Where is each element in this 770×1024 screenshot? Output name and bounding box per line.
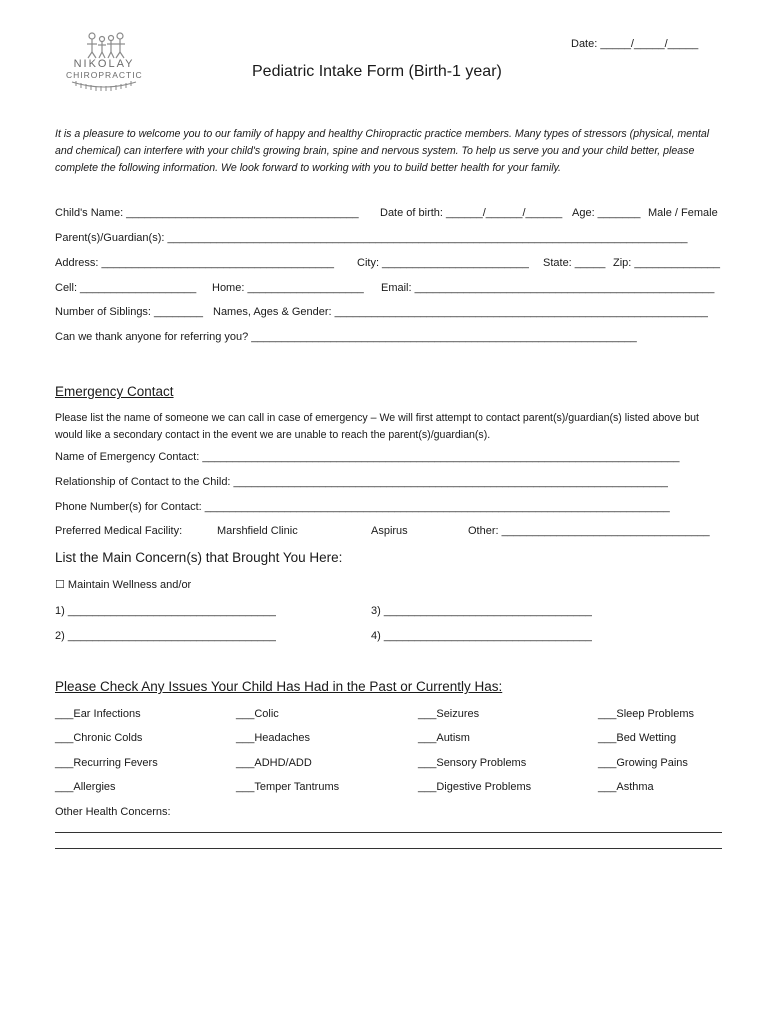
issue-autism[interactable]: ___Autism	[418, 732, 470, 744]
facility-option-marshfield[interactable]: Marshfield Clinic	[217, 525, 298, 537]
issue-chronic-colds[interactable]: ___Chronic Colds	[55, 732, 143, 744]
age-field[interactable]: Age: _______	[572, 207, 641, 219]
issue-adhd-add[interactable]: ___ADHD/ADD	[236, 757, 312, 769]
referral-field[interactable]: Can we thank anyone for referring you? _______________________________________________________________	[55, 331, 637, 343]
logo-subtitle: CHIROPRACTIC	[66, 70, 143, 80]
facility-option-aspirus[interactable]: Aspirus	[371, 525, 408, 537]
date-field[interactable]: Date: _____/_____/_____	[571, 38, 699, 50]
zip-field[interactable]: Zip: ______________	[613, 257, 721, 269]
facility-option-other[interactable]: Other: __________________________________	[468, 525, 710, 537]
concern-2-field[interactable]: 2) __________________________________	[55, 630, 276, 642]
cell-field[interactable]: Cell: ___________________	[55, 282, 197, 294]
maintain-wellness-checkbox[interactable]: ☐ Maintain Wellness and/or	[55, 579, 192, 591]
city-field[interactable]: City: ________________________	[357, 257, 529, 269]
issue-seizures[interactable]: ___Seizures	[418, 708, 480, 720]
other-health-concerns-line-1[interactable]	[55, 832, 722, 833]
concern-1-field[interactable]: 1) __________________________________	[55, 605, 276, 617]
emergency-heading: Emergency Contact	[55, 384, 174, 399]
issue-headaches[interactable]: ___Headaches	[236, 732, 311, 744]
page-title: Pediatric Intake Form (Birth-1 year)	[252, 63, 502, 80]
names-ages-field[interactable]: Names, Ages & Gender: _____________________________________________________________	[213, 306, 708, 318]
issue-temper-tantrums[interactable]: ___Temper Tantrums	[236, 781, 340, 793]
logo-name: NIKOLAY	[73, 58, 135, 70]
address-field[interactable]: Address: ______________________________________	[55, 257, 334, 269]
issue-colic[interactable]: ___Colic	[236, 708, 279, 720]
issue-allergies[interactable]: ___Allergies	[55, 781, 116, 793]
facility-label: Preferred Medical Facility:	[55, 525, 183, 537]
concern-4-field[interactable]: 4) __________________________________	[371, 630, 592, 642]
concerns-heading: List the Main Concern(s) that Brought You Here:	[55, 550, 343, 565]
email-field[interactable]: Email: _________________________________________________	[381, 282, 715, 294]
childs-name-field[interactable]: Child's Name: ______________________________________	[55, 207, 359, 219]
intro-paragraph: It is a pleasure to welcome you to our family of happy and healthy Chiropractic practice members. Many types of stressors (physical, mental and chemical) can interfere with your child's growing brain, spine and nervous system. To help us serve you and your child better, please complete the following information. We look forward to working with you to build better health for your family.	[55, 128, 710, 174]
issue-ear-infections[interactable]: ___Ear Infections	[55, 708, 141, 720]
emergency-phone-field[interactable]: Phone Number(s) for Contact: ____________________________________________________________________________	[55, 501, 670, 513]
other-health-concerns-line-2[interactable]	[55, 848, 722, 849]
siblings-field[interactable]: Number of Siblings: ________	[55, 306, 203, 318]
date-of-birth-field[interactable]: Date of birth: ______/______/______	[380, 207, 563, 219]
emergency-relationship-field[interactable]: Relationship of Contact to the Child: _______________________________________________________________________	[55, 476, 668, 488]
concern-3-field[interactable]: 3) __________________________________	[371, 605, 592, 617]
parents-field[interactable]: Parent(s)/Guardian(s): _____________________________________________________________________________________	[55, 232, 688, 244]
home-field[interactable]: Home: ___________________	[212, 282, 364, 294]
emergency-name-field[interactable]: Name of Emergency Contact: ______________________________________________________________________________	[55, 451, 680, 463]
issue-sleep-problems[interactable]: ___Sleep Problems	[598, 708, 695, 720]
issue-digestive-problems[interactable]: ___Digestive Problems	[418, 781, 532, 793]
issue-sensory-problems[interactable]: ___Sensory Problems	[418, 757, 527, 769]
issues-heading: Please Check Any Issues Your Child Has Had in the Past or Currently Has:	[55, 679, 503, 694]
sex-field[interactable]: Male / Female	[648, 207, 718, 219]
issue-bed-wetting[interactable]: ___Bed Wetting	[598, 732, 677, 744]
issue-recurring-fevers[interactable]: ___Recurring Fevers	[55, 757, 158, 769]
state-field[interactable]: State: _____	[543, 257, 606, 269]
issue-growing-pains[interactable]: ___Growing Pains	[598, 757, 688, 769]
other-health-concerns-label: Other Health Concerns:	[55, 806, 171, 818]
issue-asthma[interactable]: ___Asthma	[598, 781, 654, 793]
emergency-text: Please list the name of someone we can call in case of emergency – We will first attempt to contact parent(s)/guardian(s) listed above but would like a secondary contact in the event we are unable to reach the parent(s)/guardian(s).	[55, 412, 699, 441]
